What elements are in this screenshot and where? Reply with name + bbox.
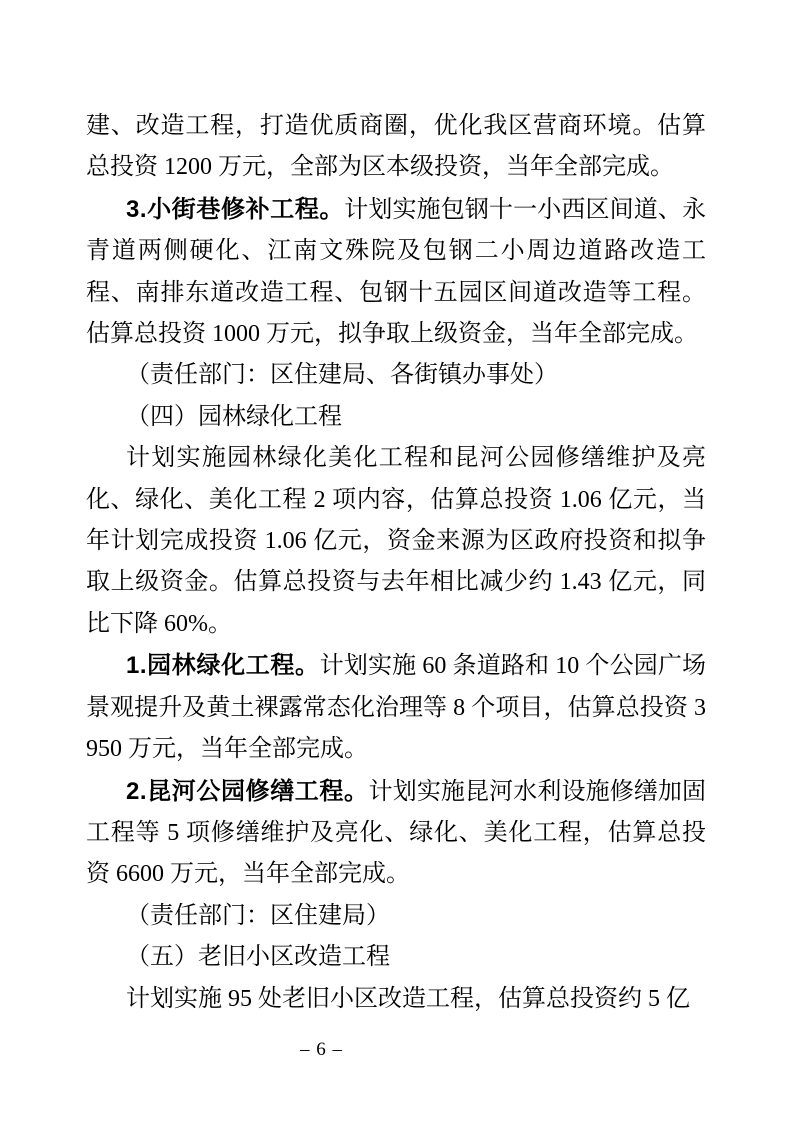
bold-heading-run: 3.小街巷修补工程。 xyxy=(126,195,345,223)
paragraph xyxy=(86,979,706,1020)
text-run: 计划实施园林绿化美化工程和昆河公园修缮维护及亮化、绿化、美化工程 2 项内容，估算总投资 1.06 亿元，当年计划完成投资 1.06 亿元，资金来源为区政府投资和拟争取上级资金。估算总投资与去年相比减少约 1.43 亿元，同比下降 60%。 xyxy=(86,445,706,637)
text-run: （责任部门：区住建局、各街镇办事处） xyxy=(126,362,558,389)
text-run: 计划实施 60 条道路和 10 个公园广场景观提升及黄土裸露常态化治理等 8 个项目，估算总投资 3950 万元，当年全部完成。 xyxy=(86,653,707,763)
paragraph xyxy=(86,189,706,356)
bold-heading-run: 1.园林绿化工程。 xyxy=(126,652,320,680)
paragraph xyxy=(86,438,706,645)
paragraph xyxy=(86,355,706,396)
text-run: 计划实施昆河水利设施修缮加固工程等 5 项修缮维护及亮化、绿化、美化工程，估算总投资 6600 万元，当年全部完成。 xyxy=(86,778,707,888)
text-run: 建、改造工程，打造优质商圈，优化我区营商环境。估算总投资 1200 万元，全部为区本级投资，当年全部完成。 xyxy=(86,113,706,181)
paragraph xyxy=(86,771,706,896)
paragraph xyxy=(86,937,706,978)
page-number: – 6 – xyxy=(300,1039,343,1060)
text-run: （责任部门：区住建局） xyxy=(126,902,390,929)
text-run: （四）园林绿化工程 xyxy=(126,403,342,430)
text-run: （五）老旧小区改造工程 xyxy=(126,944,390,971)
document-body xyxy=(86,106,706,1020)
bold-heading-run: 2.昆河公园修缮工程。 xyxy=(126,777,369,805)
paragraph xyxy=(86,106,706,189)
text-run: 计划实施 95 处老旧小区改造工程，估算总投资约 5 亿 xyxy=(126,985,690,1012)
paragraph xyxy=(86,896,706,937)
text-run: 计划实施包钢十一小西区间道、永青道两侧硬化、江南文殊院及包钢二小周边道路改造工程、南排东道改造工程、包钢十五园区间道改造等工程。估算总投资 1000 万元，拟争取上级资金，当年全部完成。 xyxy=(86,196,707,348)
paragraph xyxy=(86,645,706,770)
paragraph xyxy=(86,397,706,438)
